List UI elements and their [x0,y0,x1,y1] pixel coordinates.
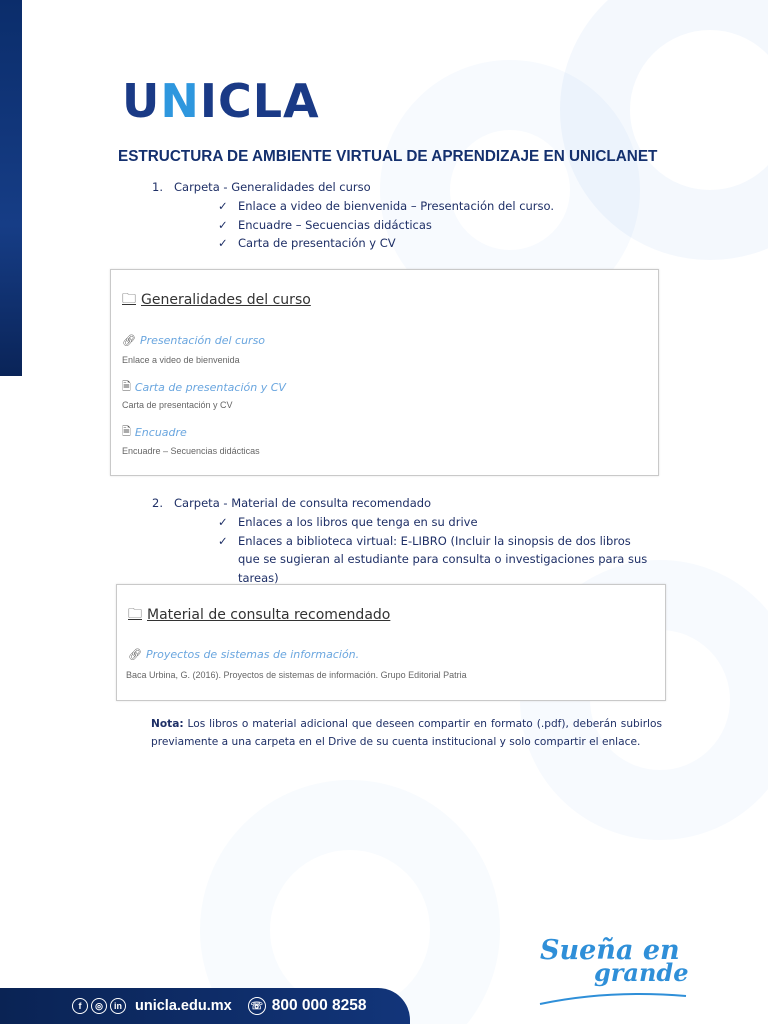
recommended-material-panel [116,584,666,701]
unicla-logo: UNICLA [122,74,320,128]
panel-folder-title[interactable]: 🗀 Generalidades del curso [122,288,311,312]
slogan-swash [538,990,688,1006]
background-arc [560,0,768,260]
checkmark-icon: ✓ [218,515,228,529]
instagram-icon[interactable]: ◎ [91,998,107,1014]
footer-bar [0,988,410,1024]
checklist-item: ✓ Encuadre – Secuencias didácticas [218,216,554,235]
phone-number[interactable]: 800 000 8258 [271,997,367,1014]
phone-icon: ☏ [248,997,266,1015]
folder-icon: 🗀 [128,606,142,622]
presentation-link[interactable]: 🔗︎ Presentación del curso [122,334,266,347]
checklist-item: ✓ Enlaces a los libros que tenga en su drive [218,513,652,532]
item-description: Enlace a video de bienvenida [122,355,240,365]
slogan-line-1: Sueña en [540,935,680,966]
link-icon: 🔗︎ [128,648,142,661]
item-description: Encuadre – Secuencias didácticas [122,446,260,456]
item-description: Carta de presentación y CV [122,400,233,410]
checkmark-icon: ✓ [218,199,228,213]
note-text: Los libros o material adicional que deseen compartir en formato (.pdf), deberán subirlos previamente a una carpeta en el Drive de su cuenta institucional y solo compartir el enlace. [151,718,662,748]
section-1-outline [152,180,554,253]
slogan-line-2: grande [594,958,689,987]
note-label: Nota: [151,718,184,730]
course-overview-panel [110,269,659,476]
checkmark-icon: ✓ [218,217,228,232]
checkmark-icon: ✓ [218,236,228,250]
information-systems-link[interactable]: 🔗︎ Proyectos de sistemas de información. [128,648,360,661]
checkmark-icon: ✓ [218,533,228,548]
checklist-item: ✓ Enlace a video de bienvenida – Presentación del curso. [218,197,554,216]
checklist [218,197,554,253]
checklist [218,513,652,587]
document-title: ESTRUCTURA DE AMBIENTE VIRTUAL DE APRENDIZAJE EN UNICLANET [118,148,658,165]
section-2-outline [152,496,652,587]
document-icon: 🗎 [122,425,131,438]
item-description: Baca Urbina, G. (2016). Proyectos de sistemas de información. Grupo Editorial Patria [126,670,467,680]
folder-icon: 🗀 [122,291,136,307]
linkedin-icon[interactable]: in [110,998,126,1014]
checklist-item: ✓ Enlaces a biblioteca virtual: E-LIBRO (Incluir la sinopsis de dos libros que se sugieran al estudiante para consulta o investigaciones para sus tareas) [218,533,648,585]
slogan [540,935,689,987]
website-link[interactable]: unicla.edu.mx [135,998,232,1014]
note-paragraph [151,715,662,751]
facebook-icon[interactable]: f [72,998,88,1014]
checklist-item: ✓ Carta de presentación y CV [218,234,554,253]
document-icon: 🗎 [122,380,131,393]
encuadre-document-link[interactable]: 🗎 Encuadre [122,423,187,442]
section-heading: 1. Carpeta - Generalidades del curso [152,180,371,194]
panel-folder-title[interactable]: 🗀 Material de consulta recomendado [128,603,390,627]
link-icon: 🔗︎ [122,334,136,347]
cv-document-link[interactable]: 🗎 Carta de presentación y CV [122,378,286,397]
left-accent-bar [0,0,22,376]
section-heading: 2. Carpeta - Material de consulta recomendado [152,496,432,510]
